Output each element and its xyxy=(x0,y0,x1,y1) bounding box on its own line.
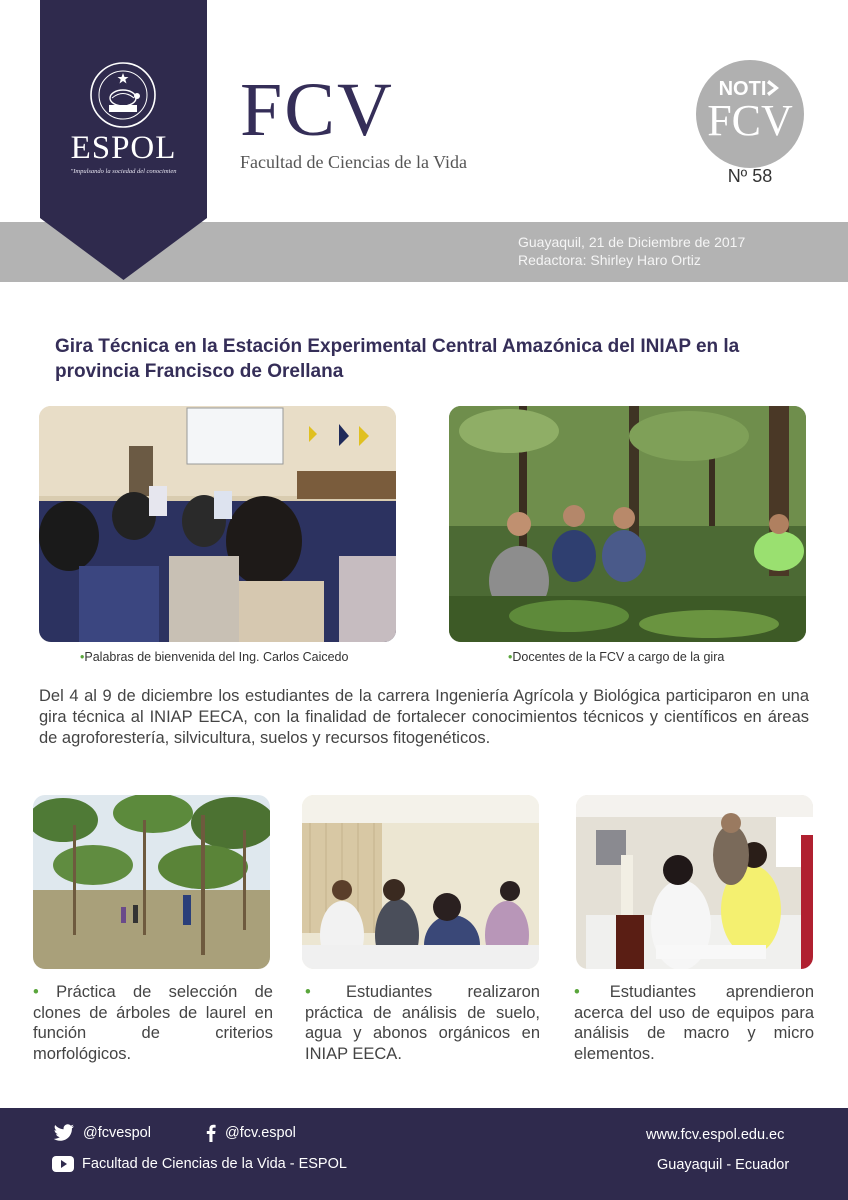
photo2-caption: •Docentes de la FCV a cargo de la gira xyxy=(508,650,725,664)
footer-facebook[interactable]: @fcv.espol xyxy=(205,1124,296,1142)
photo-teachers-forest xyxy=(449,406,806,642)
badge-fcv-text: FCV xyxy=(707,96,793,145)
author-text: Redactora: Shirley Haro Ortiz xyxy=(518,252,701,268)
issue-number: Nº 58 xyxy=(727,166,773,186)
photo1-caption: •Palabras de bienvenida del Ing. Carlos Caicedo xyxy=(80,650,349,664)
chevron-right-icon xyxy=(767,79,781,97)
photo-welcome-speech xyxy=(39,406,396,642)
photo-lab-equipment xyxy=(576,795,813,969)
photo-laurel-trees xyxy=(33,795,270,969)
photo5-caption: • Estudiantes aprendieron acerca del uso de equipos para análisis de macro y micro elementos. xyxy=(574,983,814,1063)
photo3-caption: • Práctica de selección de clones de árboles de laurel en función de criterios morfológicos. xyxy=(33,983,273,1063)
footer-youtube[interactable]: Facultad de Ciencias de la Vida - ESPOL xyxy=(52,1156,347,1172)
footer xyxy=(0,1108,848,1200)
bullet-dot: • xyxy=(80,650,85,664)
page-title: FCV xyxy=(240,68,394,152)
date-text: Guayaquil, 21 de Diciembre de 2017 xyxy=(518,234,746,250)
footer-website-link[interactable]: www.fcv.espol.edu.ec xyxy=(646,1127,785,1143)
article-body: Del 4 al 9 de diciembre los estudiantes de la carrera Ingeniería Agrícola y Biológica participaron en una gira técnica al INIAP EECA, con la finalidad de fortalecer conocimientos técnicos y científicos en áreas de agroforestería, silvicultura, suelos y recursos fitogenéticos. xyxy=(39,687,809,747)
twitter-icon xyxy=(53,1124,75,1142)
page-subtitle: Facultad de Ciencias de la Vida xyxy=(240,152,468,172)
footer-twitter[interactable]: @fcvespol xyxy=(53,1124,151,1142)
photo4-caption: • Estudiantes realizaron práctica de análisis de suelo, agua y abonos orgánicos en INIAP EECA. xyxy=(305,983,540,1063)
espol-seal-icon xyxy=(89,61,157,129)
photo-soil-lab xyxy=(302,795,539,969)
badge-noti-text: NOTI xyxy=(696,78,804,101)
espol-logo-text: ESPOL xyxy=(70,130,177,166)
espol-tagline: "Impulsando la sociedad del conocimien xyxy=(70,168,177,175)
article-headline: Gira Técnica en la Estación Experimental Central Amazónica del INIAP en la provincia Francisco de Orellana xyxy=(55,336,740,382)
dateline xyxy=(518,233,745,269)
footer-location: Guayaquil - Ecuador xyxy=(657,1157,790,1173)
bullet-dot: • xyxy=(305,983,311,1001)
bullet-dot: • xyxy=(33,983,39,1001)
youtube-icon xyxy=(52,1156,74,1172)
facebook-icon xyxy=(205,1124,217,1142)
bullet-dot: • xyxy=(508,650,513,664)
bullet-dot: • xyxy=(574,983,580,1001)
